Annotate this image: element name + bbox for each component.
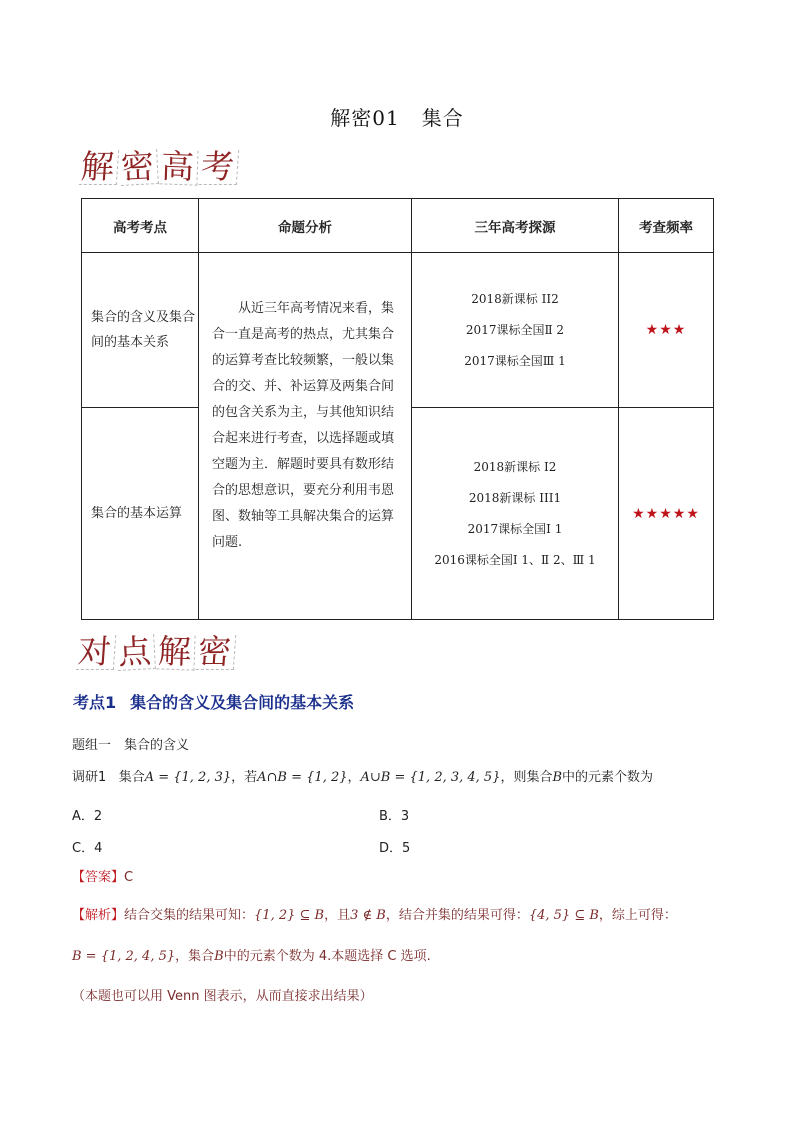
option-b: B．3 [379, 809, 410, 824]
answer-value: C [124, 870, 134, 885]
title-part-1: 解密01 [330, 106, 400, 130]
question-label: 调研1 [72, 770, 107, 785]
section-title: 集合的含义及集合间的基本关系 [130, 693, 355, 712]
section-heading [73, 690, 354, 713]
solution-text: ，集合 [175, 949, 215, 964]
frequency-stars: ★★★★★ [619, 408, 714, 620]
page-title [0, 102, 794, 131]
source-item: 2017课标全国Ⅱ 2 [465, 322, 565, 337]
solution-line-2 [72, 945, 431, 964]
solution-math: 3 ∉ B [350, 908, 386, 923]
analysis-cell: 从近三年高考情况来看，集合一直是高考的热点，尤其集合的运算考查比较频繁，一般以集合的交、并、补运算及两集合间的包含关系为主，与其他知识结合起来进行考查，以选择题或填空题为主．解题时要具有数形结合的思想意识，要充分利用韦恩图、数轴等工具解决集合的运算问题. [199, 253, 412, 620]
solution-text: ，综上可得： [598, 908, 677, 923]
source-item: 2018新课标 III1 [468, 490, 562, 505]
exam-point-cell: 集合的基本运算 [82, 408, 199, 620]
solution-text: 中的元素个数为 4.本题选择 C 选项. [223, 949, 431, 964]
solution-text: ，结合并集的结果可得： [385, 908, 529, 923]
exam-analysis-table [81, 198, 714, 620]
question-group-title: 题组一 集合的含义 [72, 738, 190, 753]
solution-note: （本题也可以用 Venn 图表示，从而直接求出结果） [72, 989, 373, 1004]
table-row [82, 253, 714, 408]
solution-tag: 【解析】 [72, 908, 125, 923]
sources-cell [412, 253, 619, 408]
banner-char: 解 [156, 634, 195, 670]
banner-char: 考 [199, 150, 239, 185]
source-item: 2016课标全国Ⅰ 1、Ⅱ 2、Ⅲ 1 [434, 552, 596, 567]
header-frequency: 考查频率 [619, 199, 714, 253]
source-item: 2017课标全国Ⅰ 1 [467, 521, 563, 536]
header-analysis: 命题分析 [199, 199, 412, 253]
solution-math: {4, 5} ⊆ B [528, 908, 599, 923]
question-text: 中的元素个数为 [562, 770, 654, 785]
option-c: C．4 [72, 841, 103, 856]
banner-char: 点 [116, 634, 156, 671]
table-header-row [82, 199, 714, 253]
solution-text: ，且 [324, 908, 351, 923]
banner-char: 对 [76, 635, 116, 670]
solution-math: B [214, 949, 224, 964]
question-text: ，若 [231, 770, 258, 785]
solution-text: 结合交集的结果可知： [124, 908, 255, 923]
exam-point-cell: 集合的含义及集合间的基本关系 [82, 253, 199, 408]
math-set-a: A = {1, 2, 3} [144, 770, 232, 785]
question-text: 集合 [118, 770, 145, 785]
header-exam-point: 高考考点 [82, 199, 199, 253]
banner-char: 密 [119, 149, 159, 186]
header-sources: 三年高考探源 [412, 199, 619, 253]
math-union: A∪B = {1, 2, 3, 4, 5} [360, 770, 501, 785]
solution-math: {1, 2} ⊆ B [254, 908, 325, 923]
banner-char: 高 [159, 149, 198, 185]
section-banner-duidian-jiemi [76, 631, 237, 672]
source-item: 2017课标全国Ⅲ 1 [464, 353, 566, 368]
option-a: A．2 [72, 809, 103, 824]
solution-line-1 [72, 904, 677, 923]
source-item: 2018新课标 I2 [473, 459, 557, 474]
question-text: ， [347, 770, 361, 785]
banner-char: 解 [79, 150, 119, 185]
option-d: D．5 [379, 841, 411, 856]
math-intersection: A∩B = {1, 2} [257, 770, 348, 785]
section-label: 考点1 [73, 693, 117, 712]
title-part-2: 集合 [421, 106, 464, 130]
sources-cell [412, 408, 619, 620]
source-item: 2018新课标 II2 [471, 291, 559, 306]
banner-char: 密 [196, 635, 236, 670]
solution-math: B = {1, 2, 4, 5} [72, 949, 176, 964]
math-var-b: B [552, 770, 563, 785]
section-banner-jiemi-gaokao [79, 146, 240, 187]
answer-tag: 【答案】 [72, 870, 125, 885]
question-text: ，则集合 [500, 770, 553, 785]
answer-line [72, 866, 133, 885]
frequency-stars: ★★★ [619, 253, 714, 408]
question-stem [72, 766, 653, 785]
